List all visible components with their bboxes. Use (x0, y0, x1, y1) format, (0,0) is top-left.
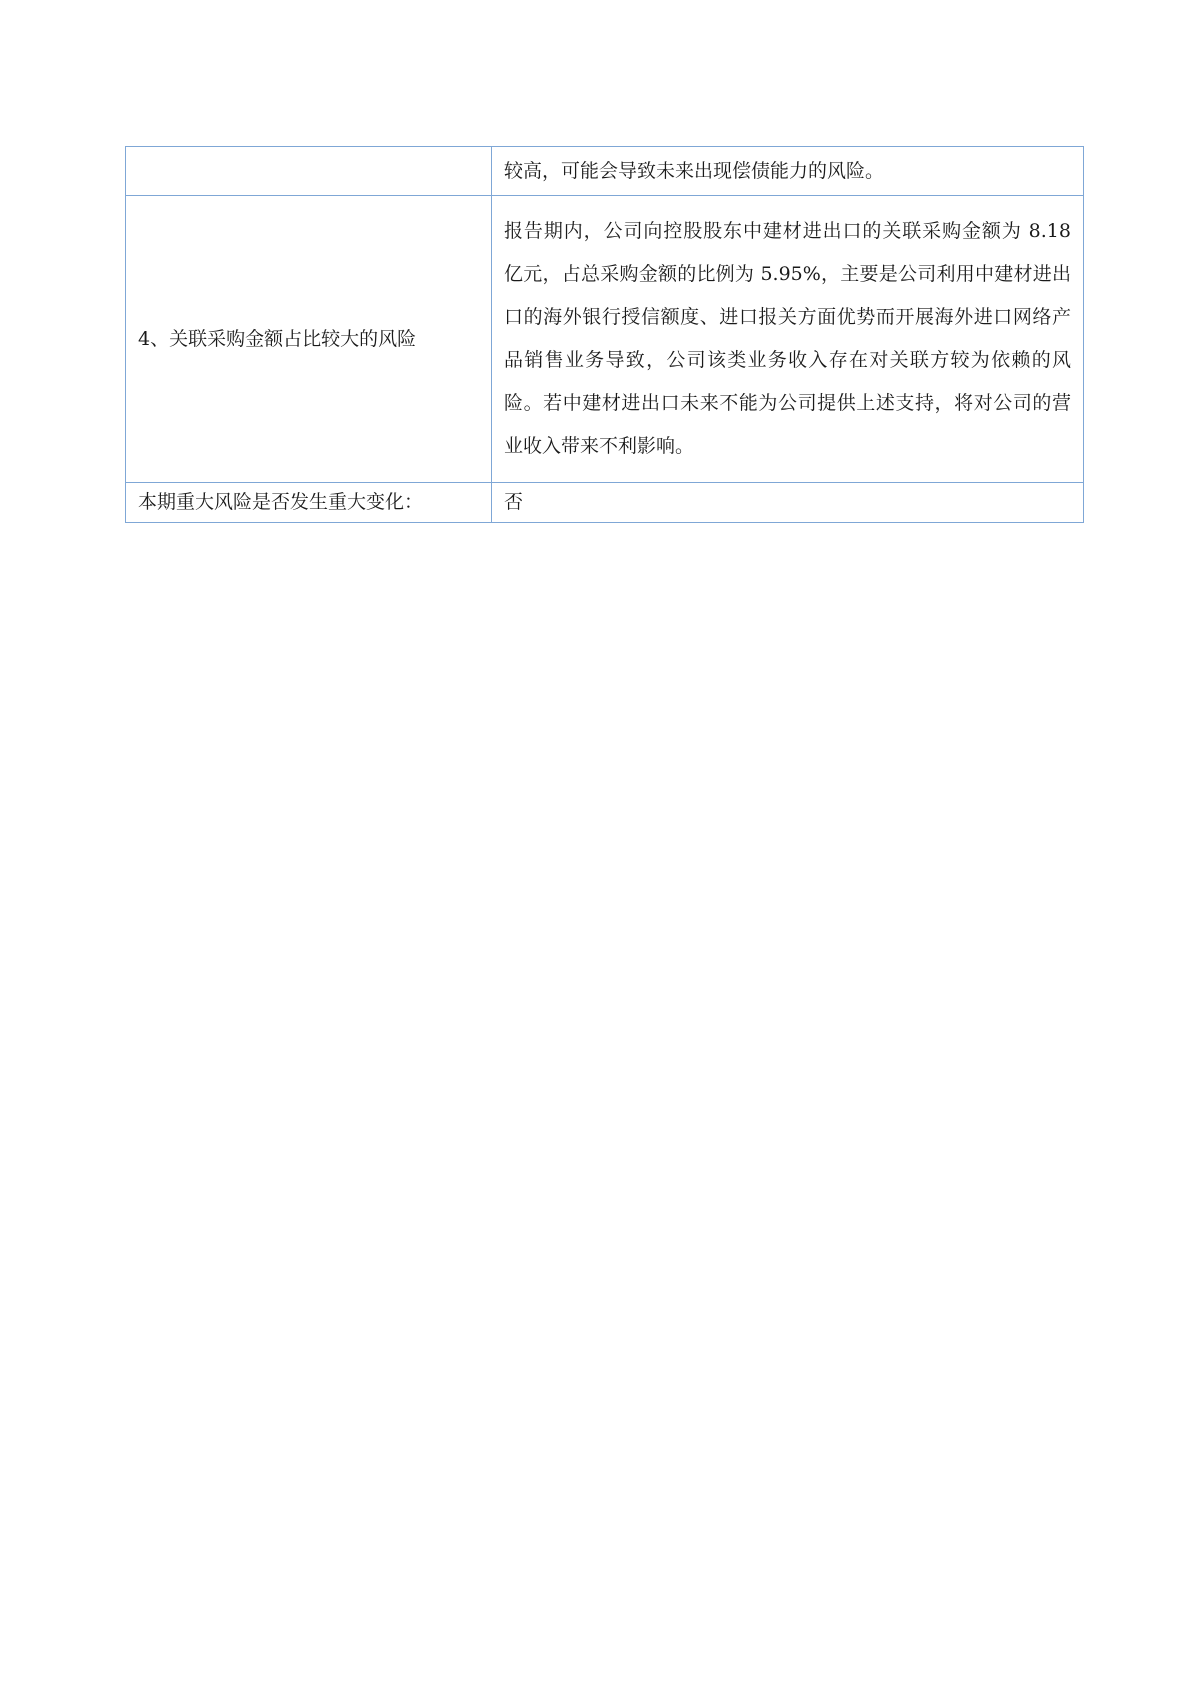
table-row (126, 147, 1084, 196)
risk-table (125, 146, 1084, 523)
risk-name-cell (126, 147, 492, 196)
risk-change-value: 否 (492, 483, 1084, 523)
risk-change-label: 本期重大风险是否发生重大变化： (126, 483, 492, 523)
risk-description-cell: 较高，可能会导致未来出现偿债能力的风险。 (492, 147, 1084, 196)
table-row (126, 196, 1084, 483)
risk-description-cell: 报告期内，公司向控股股东中建材进出口的关联采购金额为 8.18 亿元，占总采购金额的比例为 5.95%，主要是公司利用中建材进出口的海外银行授信额度、进口报关方面优势而开展海外进口网络产品销售业务导致，公司该类业务收入存在对关联方较为依赖的风险。若中建材进出口未来不能为公司提供上述支持，将对公司的营业收入带来不利影响。 (492, 196, 1084, 483)
table-row (126, 483, 1084, 523)
risk-name-cell: 4、关联采购金额占比较大的风险 (126, 196, 492, 483)
